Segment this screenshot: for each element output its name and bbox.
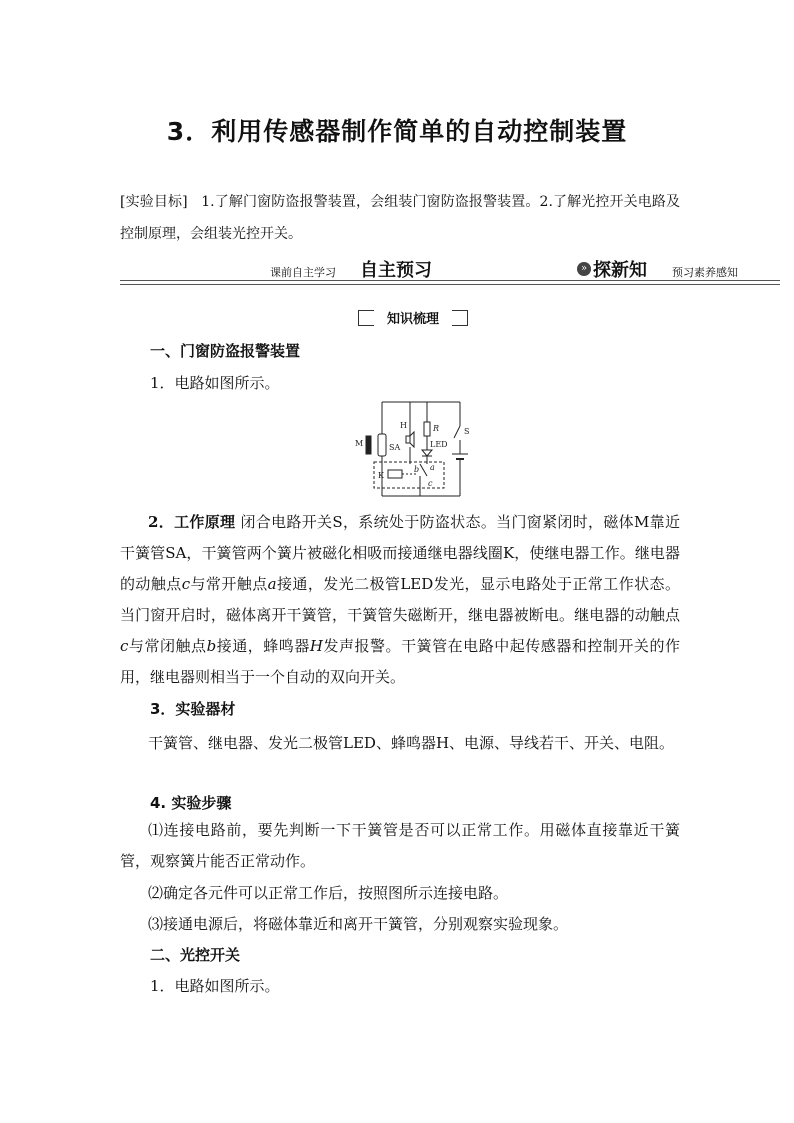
section-1-heading: 一、门窗防盗报警装置 [150,342,301,360]
s1-item4: 4. 实验步骤 [150,794,232,812]
term-b: b [206,637,217,655]
step-2: ⑵确定各元件可以正常工作后，按照图所示连接电路。 [148,884,509,902]
resistor-r [424,422,430,436]
label-k: K [378,471,384,480]
principle-text-4: 与常闭触点 [128,637,207,655]
label-a: a [430,463,435,472]
goals-text: 1.了解门窗防盗报警装置，会组装门窗防盗报警装置。2.了解光控开关电路及控制原理，会组装光控开关。 [120,194,680,242]
label-led: LED [430,440,448,449]
s1-item1: 1．电路如图所示。 [150,374,280,392]
alarm-circuit-diagram [352,398,470,500]
term-c-2: c [120,637,129,655]
principle-text-5: 接通，蜂鸣器 [216,637,310,655]
principle-text-3: 接通，发光二极管LED发光，显示电路处于正常工作状态。当门窗开启时，磁体离开干簧管，干簧管失磁断开，继电器被断电。继电器的动触点 [120,575,680,624]
reed-switch-sa [378,434,386,456]
s1-item3: 3．实验器材 [150,700,236,718]
principle-text-1: 闭合电路开关S，系统处于防盗状态。当门窗紧闭时，磁体M靠近干簧管SA，干簧管两个簧片被磁化相吸而接通继电器线圈K，使继电器工作。继电器的动触点 [120,513,680,593]
banner-big-left: 自主预习 [360,260,432,281]
relay-coil-k [388,470,402,478]
term-h: H [309,637,323,655]
label-h: H [400,421,407,430]
banner-big-right: 探新知 [593,260,647,281]
banner-divider [120,280,780,285]
term-c: c [181,575,191,593]
page-title: 3．利用传感器制作简单的自动控制装置 [166,117,628,146]
section-banner [120,256,780,284]
experiment-goals [120,186,680,250]
s2-item1: 1．电路如图所示。 [150,977,280,995]
step-1: ⑴连接电路前，要先判断一下干簧管是否可以正常工作。用磁体直接靠近干簧管，观察簧片能否正常动作。 [120,821,680,870]
label-sa: SA [389,443,401,452]
principle-text-6: 发声报警。干簧管在电路中起传感器和控制开关的作用，继电器则相当于一个自动的双向开关。 [120,637,680,686]
banner-right-small: 预习素养感知 [672,266,738,279]
banner-left-small: 课前自主学习 [270,266,336,279]
goals-label: [实验目标] [120,194,188,210]
label-b: b [414,465,420,474]
chevron-right-icon: » [577,262,591,276]
step-3: ⑶接通电源后，将磁体靠近和离开干簧管，分别观察实验现象。 [148,915,569,933]
principle-text-2: 与常开触点 [190,575,268,593]
section-2-heading: 二、光控开关 [150,946,241,964]
label-m: M [355,439,364,448]
term-a: a [267,575,277,593]
working-principle [120,507,680,693]
knowledge-box [358,308,468,326]
knowledge-label: 知识梳理 [374,308,452,326]
label-r: R [433,424,440,433]
magnet-m [366,436,371,454]
label-s: S [464,427,470,436]
label-c: c [428,479,433,488]
principle-label: 2．工作原理 [148,513,236,531]
materials-text: 干簧管、继电器、发光二极管LED、蜂鸣器H、电源、导线若干、开关、电阻。 [148,734,675,752]
